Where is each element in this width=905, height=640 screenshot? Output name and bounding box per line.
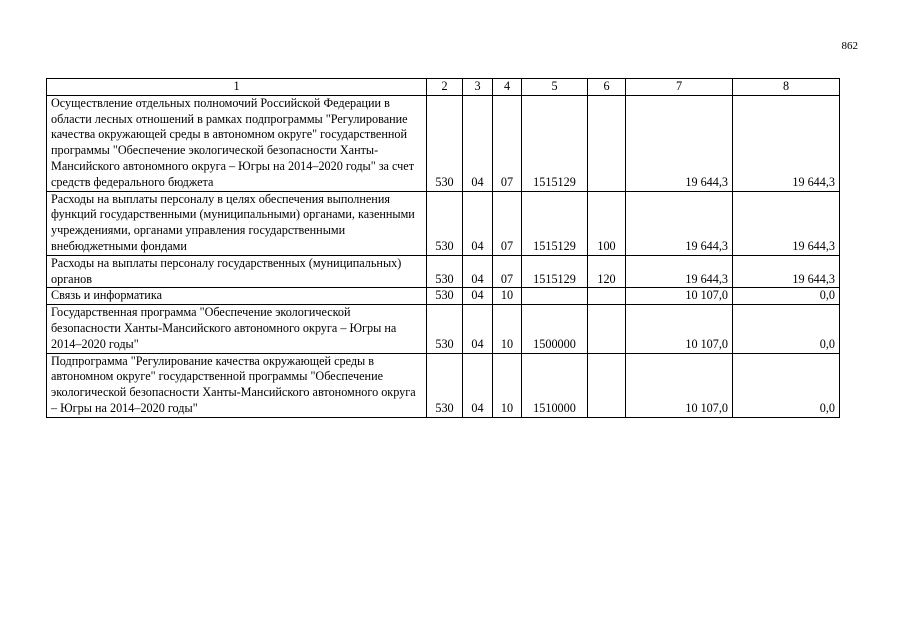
row-description: Расходы на выплаты персоналу в целях обеспечения выполнения функций государственными (муниципальными) органами, казенными учреждениями, органами управления государственными внебюджетными фондами xyxy=(47,191,427,255)
amount-col-8: 0,0 xyxy=(733,288,840,305)
table-row xyxy=(47,95,840,191)
ministry-code: 530 xyxy=(427,255,463,288)
amount-col-8: 0,0 xyxy=(733,353,840,417)
target-article-code: 1500000 xyxy=(522,305,588,353)
subsection-code: 07 xyxy=(493,95,522,191)
expense-type-code xyxy=(588,353,626,417)
amount-col-7: 19 644,3 xyxy=(626,255,733,288)
expense-type-code xyxy=(588,95,626,191)
section-code: 04 xyxy=(463,255,493,288)
table-row xyxy=(47,288,840,305)
column-header: 5 xyxy=(522,79,588,96)
ministry-code: 530 xyxy=(427,191,463,255)
column-header: 1 xyxy=(47,79,427,96)
expense-type-code xyxy=(588,305,626,353)
row-description: Государственная программа "Обеспечение экологической безопасности Ханты-Мансийского автономного округа – Югры на 2014–2020 годы" xyxy=(47,305,427,353)
ministry-code: 530 xyxy=(427,353,463,417)
section-code: 04 xyxy=(463,305,493,353)
table-header-row xyxy=(47,79,840,96)
amount-col-8: 19 644,3 xyxy=(733,255,840,288)
budget-table xyxy=(46,78,840,418)
target-article-code: 1515129 xyxy=(522,191,588,255)
ministry-code: 530 xyxy=(427,305,463,353)
row-description: Подпрограмма "Регулирование качества окружающей среды в автономном округе" государственной программы "Обеспечение экологической безопасности Ханты-Мансийского автономного округа – Югры на 2014–2020 годы" xyxy=(47,353,427,417)
column-header: 6 xyxy=(588,79,626,96)
page-number: 862 xyxy=(841,40,858,52)
subsection-code: 07 xyxy=(493,255,522,288)
subsection-code: 10 xyxy=(493,353,522,417)
target-article-code xyxy=(522,288,588,305)
expense-type-code: 100 xyxy=(588,191,626,255)
column-header: 2 xyxy=(427,79,463,96)
row-description: Осуществление отдельных полномочий Российской Федерации в области лесных отношений в рамках подпрограммы "Регулирование качества окружающей среды в автономном округе" государственной программы "Обеспечение экологической безопасности Ханты-Мансийского автономного округа – Югры на 2014–2020 годы" за счет средств федерального бюджета xyxy=(47,95,427,191)
expense-type-code xyxy=(588,288,626,305)
section-code: 04 xyxy=(463,353,493,417)
section-code: 04 xyxy=(463,288,493,305)
subsection-code: 07 xyxy=(493,191,522,255)
amount-col-8: 0,0 xyxy=(733,305,840,353)
table-row xyxy=(47,353,840,417)
table-row xyxy=(47,305,840,353)
ministry-code: 530 xyxy=(427,288,463,305)
row-description: Связь и информатика xyxy=(47,288,427,305)
column-header: 3 xyxy=(463,79,493,96)
column-header: 7 xyxy=(626,79,733,96)
expense-type-code: 120 xyxy=(588,255,626,288)
amount-col-7: 10 107,0 xyxy=(626,288,733,305)
amount-col-7: 10 107,0 xyxy=(626,353,733,417)
column-header: 4 xyxy=(493,79,522,96)
row-description: Расходы на выплаты персоналу государственных (муниципальных) органов xyxy=(47,255,427,288)
table-row xyxy=(47,255,840,288)
subsection-code: 10 xyxy=(493,305,522,353)
amount-col-8: 19 644,3 xyxy=(733,191,840,255)
target-article-code: 1515129 xyxy=(522,255,588,288)
amount-col-7: 19 644,3 xyxy=(626,95,733,191)
ministry-code: 530 xyxy=(427,95,463,191)
target-article-code: 1510000 xyxy=(522,353,588,417)
amount-col-7: 19 644,3 xyxy=(626,191,733,255)
column-header: 8 xyxy=(733,79,840,96)
section-code: 04 xyxy=(463,191,493,255)
target-article-code: 1515129 xyxy=(522,95,588,191)
section-code: 04 xyxy=(463,95,493,191)
table-row xyxy=(47,191,840,255)
amount-col-7: 10 107,0 xyxy=(626,305,733,353)
subsection-code: 10 xyxy=(493,288,522,305)
amount-col-8: 19 644,3 xyxy=(733,95,840,191)
